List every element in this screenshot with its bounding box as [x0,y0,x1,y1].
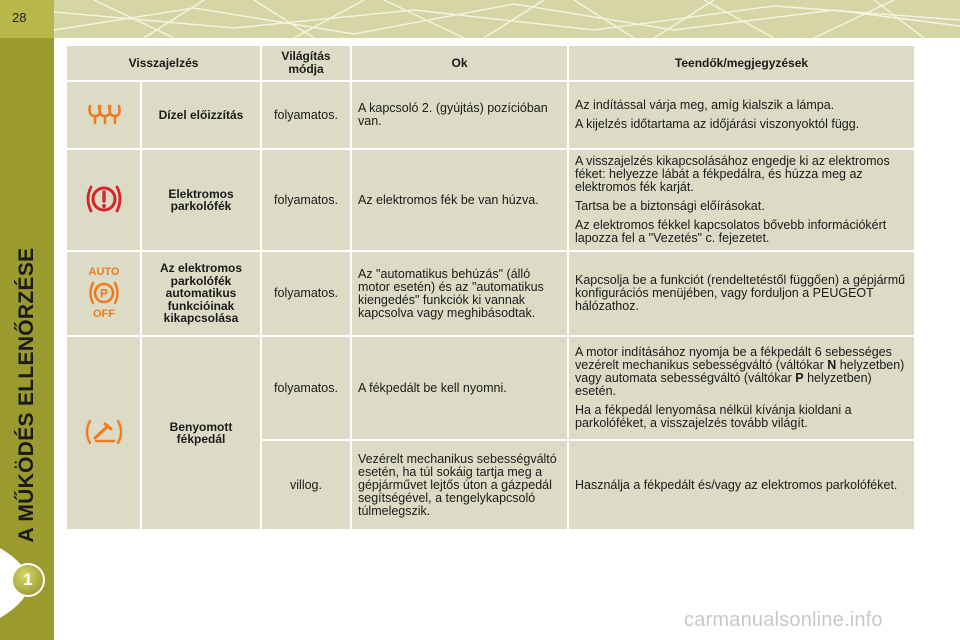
cause-text: Az elektromos fék be van húzva. [352,150,569,252]
action-text-segment: helyzetben) esetén. [575,371,872,398]
table-row [67,337,916,441]
header-indicator: Visszajelzés [67,46,262,82]
gear-p-label: P [795,371,804,385]
table-header-row [67,46,916,82]
action-text [569,252,916,337]
action-text-segment: A motor indításához nyomja be a fékpedált 6 sebességes vezérelt mechanikus sebességváltó (váltókar [575,345,892,372]
cause-text: Vezérelt mechanikus sebességváltó esetén, ha túl sokáig tartja meg a gépjárművet lejtős úton a gázpedál segítségével, a tengelykapcsoló túlmelegszik. [352,441,569,531]
action-text-segment: helyzetben) vagy automata sebességváltó (váltókar [575,358,905,385]
chapter-badge: 1 [11,563,45,597]
icon-cell [67,337,142,531]
icon-cell [67,252,142,337]
action-paragraph: Ha a fékpedál lenyomása nélkül kívánja kioldani a parkolóféket, a visszajelzés tovább világít. [575,403,852,430]
table-row [67,252,916,337]
indicator-name: Az elektromos parkolófék automatikus funkcióinak kikapcsolása [142,252,262,337]
glow-plug-icon [86,102,122,126]
action-text [569,82,916,150]
icon-cell [67,150,142,252]
table-row [67,150,916,252]
lighting-mode: villog. [262,441,352,531]
brake-pedal-icon [84,417,124,447]
off-label: OFF [92,308,115,320]
lighting-mode: folyamatos. [262,82,352,150]
action-paragraph: Kapcsolja be a funkciót (rendeltetéstől függően) a gépjármű konfigurációs menüjében, vagy forduljon a PEUGEOT hálózathoz. [575,273,906,313]
action-text [569,150,916,252]
cause-text: A kapcsoló 2. (gyújtás) pozícióban van. [352,82,569,150]
lighting-mode: folyamatos. [262,150,352,252]
warning-lights-table-container [67,46,916,531]
header-decoration [54,0,960,38]
p-label: P [99,286,108,301]
header-pattern [54,0,960,38]
header-mode: Világítás módja [262,46,352,82]
page-number: 28 [12,10,27,25]
header-action: Teendők/megjegyzések [569,46,916,82]
action-paragraph: A kijelzés időtartama az időjárási viszonyoktól függ. [575,117,860,131]
chapter-title: A MŰKÖDÉS ELLENŐRZÉSE [15,247,38,543]
indicator-name: Dízel előizzítás [142,82,262,150]
electric-parking-brake-icon [84,182,124,216]
auto-label: AUTO [88,266,119,278]
icon-cell [67,82,142,150]
cause-text: A fékpedált be kell nyomni. [352,337,569,441]
lighting-mode: folyamatos. [262,252,352,337]
action-paragraph: A visszajelzés kikapcsolásához engedje ki az elektromos féket: helyezze lábát a fékpedálra, és húzza meg az elektromos fék karját. [575,154,890,194]
page-number-box [0,0,54,38]
action-text [569,337,916,441]
action-paragraph: Az indítással várja meg, amíg kialszik a lámpa. [575,98,835,112]
action-paragraph: Használja a fékpedált és/vagy az elektromos parkolóféket. [575,477,898,492]
auto-parking-brake-off-icon [82,264,126,320]
action-text [569,441,916,531]
warning-lights-table [67,46,916,531]
header-cause: Ok [352,46,569,82]
action-paragraph: Az elektromos fékkel kapcsolatos bővebb információkért lapozza fel a "Vezetés" c. fejezetet. [575,218,887,245]
indicator-name: Elektromos parkolófék [142,150,262,252]
lighting-mode: folyamatos. [262,337,352,441]
cause-text: Az "automatikus behúzás" (álló motor esetén) és az "automatikus kiengedés" funkciók ki vannak kapcsolva vagy meghibásodtak. [352,252,569,337]
action-paragraph [575,346,908,398]
gear-n-label: N [827,358,837,372]
indicator-name: Benyomott fékpedál [142,337,262,531]
table-row [67,82,916,150]
watermark: carmanualsonline.info [684,609,883,631]
action-paragraph: Tartsa be a biztonsági előírásokat. [575,199,765,213]
